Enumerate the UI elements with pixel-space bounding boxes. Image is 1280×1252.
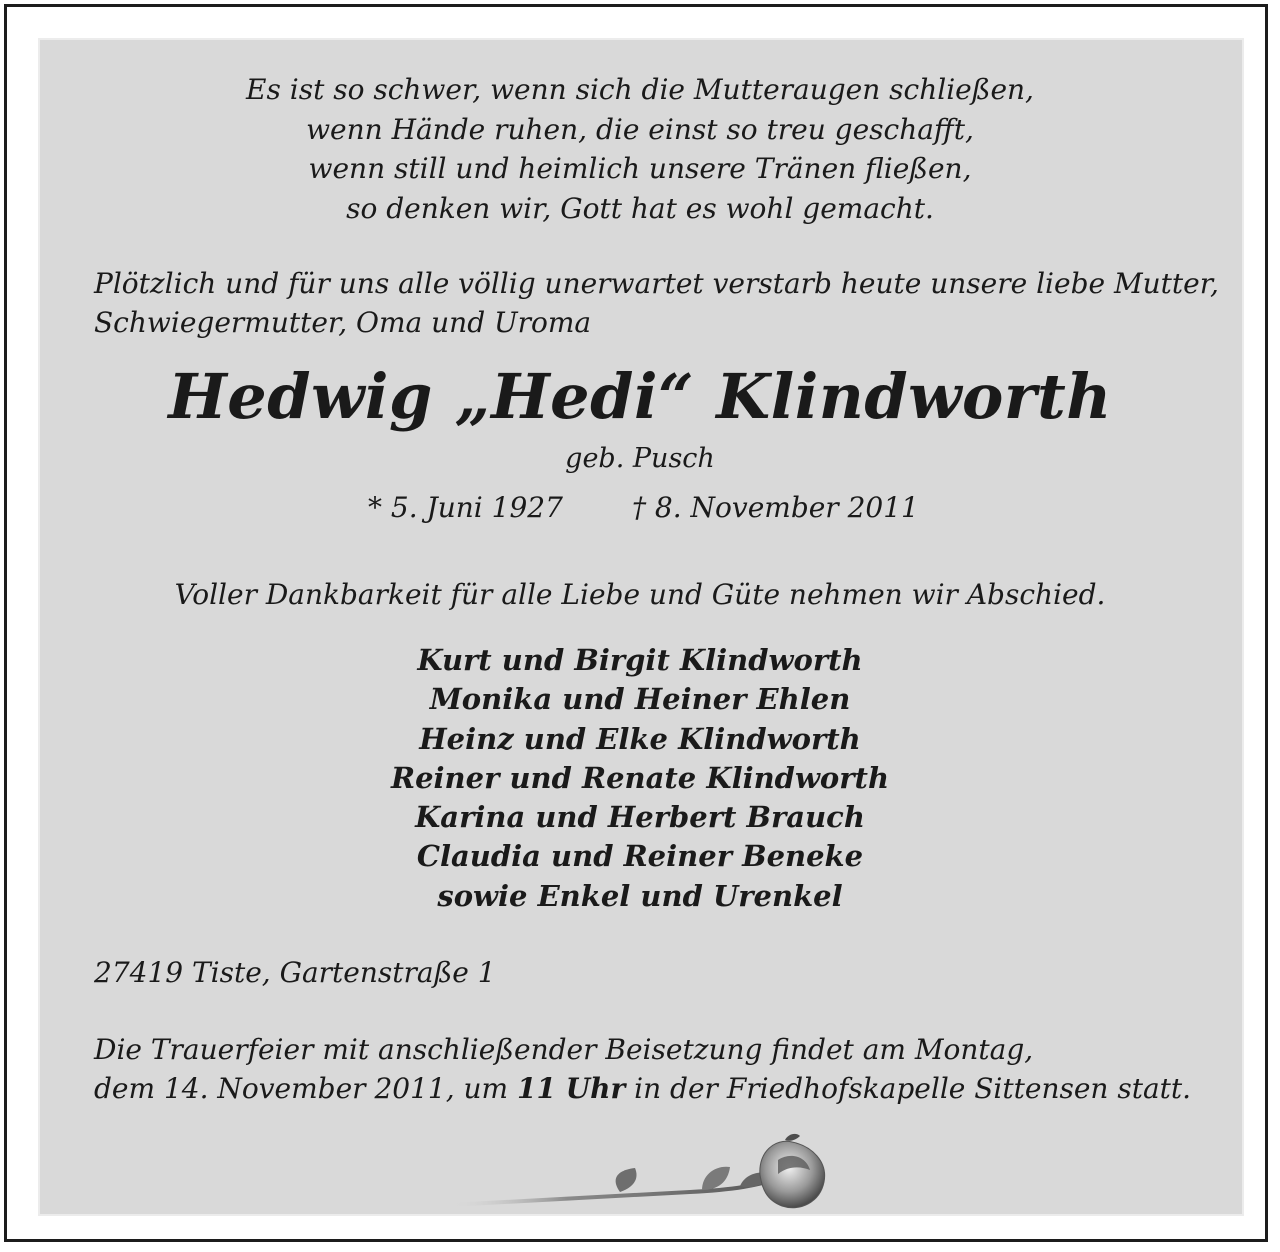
family-member: Heinz und Elke Klindworth xyxy=(419,721,861,756)
service-time: 11 Uhr xyxy=(517,1072,626,1105)
service-line-1: Die Trauerfeier mit anschließender Beisetzung findet am Montag, xyxy=(94,1033,1034,1066)
poem xyxy=(0,70,1280,228)
intro-line: Schwiegermutter, Oma und Uroma xyxy=(94,306,592,339)
service-date: dem 14. November 2011, um xyxy=(94,1072,517,1105)
deceased-name: Hedwig „Hedi“ Klindworth xyxy=(168,360,1112,433)
family-member: Claudia und Reiner Beneke xyxy=(416,839,864,874)
birth-date: * 5. Juni 1927 xyxy=(368,491,563,524)
intro-line: Plötzlich und für uns alle völlig unerwartet verstarb heute unsere liebe Mutter, xyxy=(94,267,1219,300)
farewell-text: Voller Dankbarkeit für alle Liebe und Güte nehmen wir Abschied. xyxy=(174,578,1106,611)
family-member: Karina und Herbert Brauch xyxy=(415,800,865,835)
family-member: sowie Enkel und Urenkel xyxy=(437,878,843,913)
rose-icon xyxy=(440,1130,840,1220)
service-location: in der Friedhofskapelle Sittensen statt. xyxy=(625,1072,1192,1105)
family-member: Kurt und Birgit Klindworth xyxy=(417,643,863,677)
poem-line: Es ist so schwer, wenn sich die Mutteraugen schließen, xyxy=(246,73,1034,106)
service-info xyxy=(94,1030,1214,1108)
poem-line: so denken wir, Gott hat es wohl gemacht. xyxy=(346,191,934,225)
family-member: Monika und Heiner Ehlen xyxy=(429,682,851,717)
service-line-2 xyxy=(94,1069,1214,1108)
death-date: † 8. November 2011 xyxy=(632,491,919,524)
address: 27419 Tiste, Gartenstraße 1 xyxy=(94,956,496,989)
family-list xyxy=(0,641,1280,916)
poem-line: wenn still und heimlich unsere Tränen fließen, xyxy=(308,152,972,185)
intro-text xyxy=(94,264,1219,342)
poem-line: wenn Hände ruhen, die einst so treu geschafft, xyxy=(306,112,974,146)
maiden-name: geb. Pusch xyxy=(565,443,715,474)
family-member: Reiner und Renate Klindworth xyxy=(390,760,890,795)
